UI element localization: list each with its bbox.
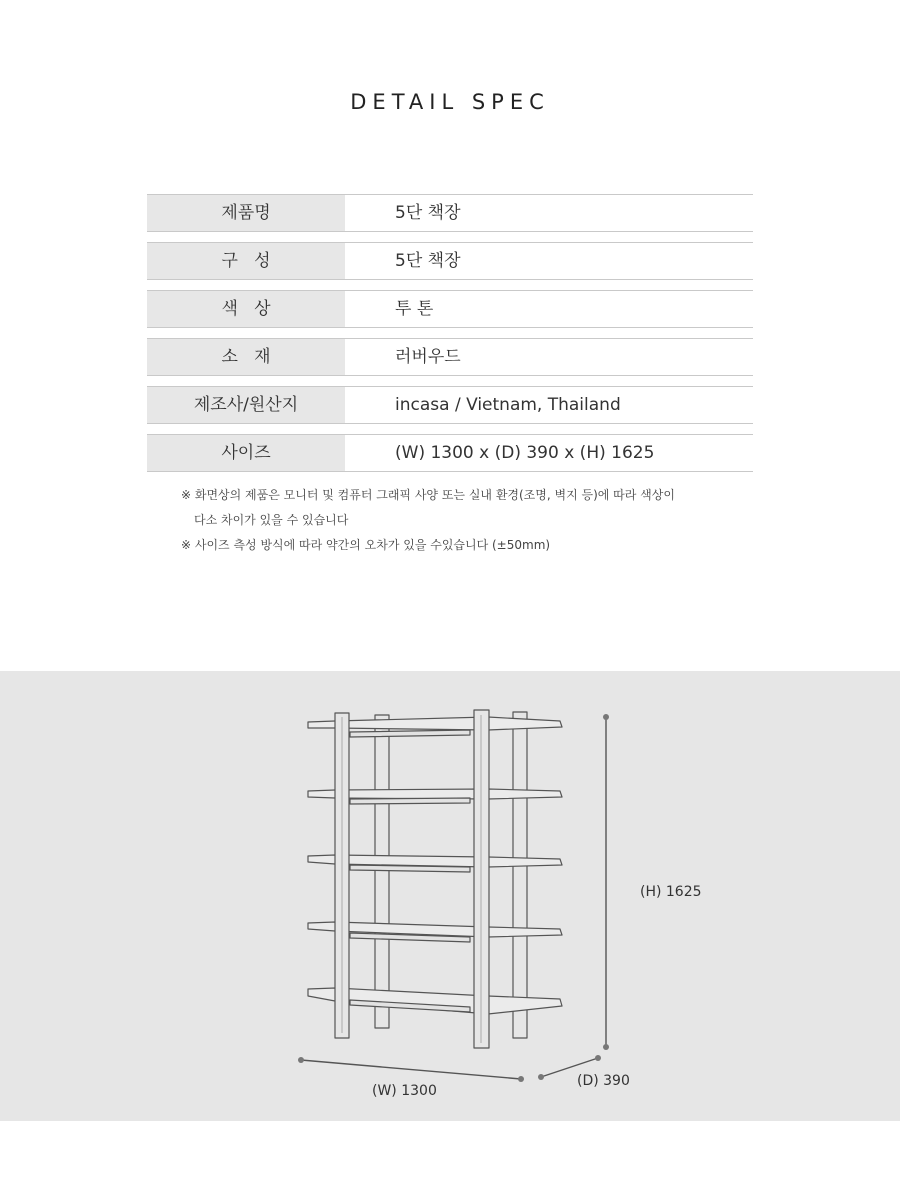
height-label: (H) 1625 <box>640 884 702 900</box>
spec-label: 색 상 <box>147 291 345 327</box>
spec-row-color <box>147 290 753 328</box>
front-right-post <box>474 710 489 1048</box>
spec-row-manufacturer-origin <box>147 386 753 424</box>
depth-label: (D) 390 <box>577 1073 630 1089</box>
spec-value: 투 톤 <box>395 299 434 319</box>
spec-row-composition <box>147 242 753 280</box>
notice-line-continued: 다소 차이가 있을 수 있습니다 <box>194 513 349 527</box>
page-title: DETAIL SPEC <box>350 90 550 114</box>
spec-label: 구 성 <box>147 243 345 279</box>
spec-value: 러버우드 <box>395 347 461 367</box>
spec-value: 5단 책장 <box>395 203 461 223</box>
spec-value: (W) 1300 x (D) 390 x (H) 1625 <box>395 443 655 463</box>
width-label: (W) 1300 <box>372 1083 437 1099</box>
bookshelf-drawing <box>0 671 900 1121</box>
spec-value: 5단 책장 <box>395 251 461 271</box>
spec-row-size <box>147 434 753 472</box>
spec-label: 제품명 <box>147 195 345 231</box>
spec-value: incasa / Vietnam, Thailand <box>395 395 621 415</box>
dimension-drawing-panel <box>0 671 900 1121</box>
spec-row-material <box>147 338 753 376</box>
spec-label: 제조사/원산지 <box>147 387 345 423</box>
back-left-post <box>375 715 389 1028</box>
spec-table <box>147 194 753 482</box>
spec-label: 소 재 <box>147 339 345 375</box>
spec-label: 사이즈 <box>147 435 345 471</box>
notice-line: ※ 사이즈 측성 방식에 따라 약간의 오차가 있을 수있습니다 (±50mm) <box>181 538 551 552</box>
spec-row-product-name <box>147 194 753 232</box>
notice-text <box>181 483 781 558</box>
width-dimension-line <box>301 1060 521 1079</box>
back-right-post <box>513 712 527 1038</box>
notice-line: ※ 화면상의 제품은 모니터 및 컴퓨터 그래픽 사양 또는 실내 환경(조명, 벽지 등)에 따라 색상이 <box>181 488 675 502</box>
